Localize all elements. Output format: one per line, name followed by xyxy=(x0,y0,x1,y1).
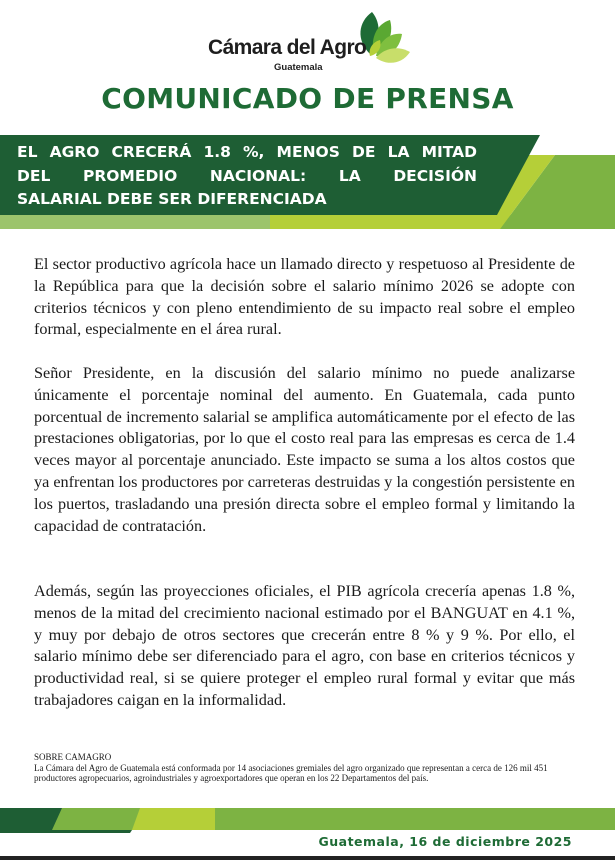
bottom-border xyxy=(0,856,615,860)
about-text: La Cámara del Agro de Guatemala está conformada por 14 asociaciones gremiales del agro organizado que representan a cerca de 126 mil 451 productores agropecuarios, agroindustriales y agroexportadores que operan en los 22 Departamentos del país. xyxy=(34,762,548,783)
footer-lime-block xyxy=(132,808,215,830)
paragraph-3: Además, según las proyecciones oficiales, el PIB agrícola crecería apenas 1.8 %, menos de la mitad del crecimiento nacional estimado por el BANGUAT en 4.1 %, y muy por debajo de otros sectores que crecerán entre 8 % y 9 %. Por ello, el salario mínimo debe ser diferenciado para el agro, con base en criterios técnicos y productividad real, si se quiere proteger el empleo rural formal y evitar que más trabajadores caigan en la informalidad. xyxy=(34,582,575,709)
about-title: SOBRE CAMAGRO xyxy=(34,752,112,762)
banner-stripe-light xyxy=(0,215,270,229)
about-section xyxy=(34,752,579,784)
headline xyxy=(17,141,477,212)
paragraph-1: El sector productivo agrícola hace un llamado directo y respetuoso al Presidente de la República para que la decisión sobre el salario mínimo 2026 se adopte con criterios técnicos y con pleno entendimiento de su impacto real sobre el empleo formal, especialmente en el área rural. xyxy=(34,255,575,339)
footer-dark-left xyxy=(0,808,62,830)
headline-line: EL AGRO CRECERÁ 1.8 %, MENOS DE LA MITAD xyxy=(17,143,477,161)
date: Guatemala, 16 de diciembre 2025 xyxy=(318,834,572,849)
logo-subtitle: Guatemala xyxy=(274,62,323,73)
paragraph-2: Señor Presidente, en la discusión del salario mínimo no puede analizarse únicamente el porcentaje nominal del aumento. En Guatemala, cada punto porcentual de incremento salarial se amplifica automáticamente por el efecto de las prestaciones obligatorias, por lo que el costo real para las empresas es cerca de 1.4 veces mayor al porcentaje anunciado. Este impacto se suma a los altos costos que ya enfrentan los productores por carreteras destruidas y la congestión persistente en los puertos, trasladando una presión directa sobre el empleo formal y limitando la capacidad de contratación. xyxy=(34,364,575,535)
footer-stripe-green xyxy=(0,808,615,830)
headline-line: SALARIAL DEBE SER DIFERENCIADA xyxy=(17,190,327,208)
camara-del-agro-logo xyxy=(200,10,420,75)
logo-name: Cámara del Agro xyxy=(208,36,367,59)
banner-stripe-lime xyxy=(270,215,520,229)
footer-bar xyxy=(0,801,615,833)
page-title: COMUNICADO DE PRENSA xyxy=(101,82,514,115)
headline-line: DEL PROMEDIO NACIONAL: LA DECISIÓN xyxy=(17,166,477,185)
footer-dark-bottom xyxy=(0,830,132,833)
